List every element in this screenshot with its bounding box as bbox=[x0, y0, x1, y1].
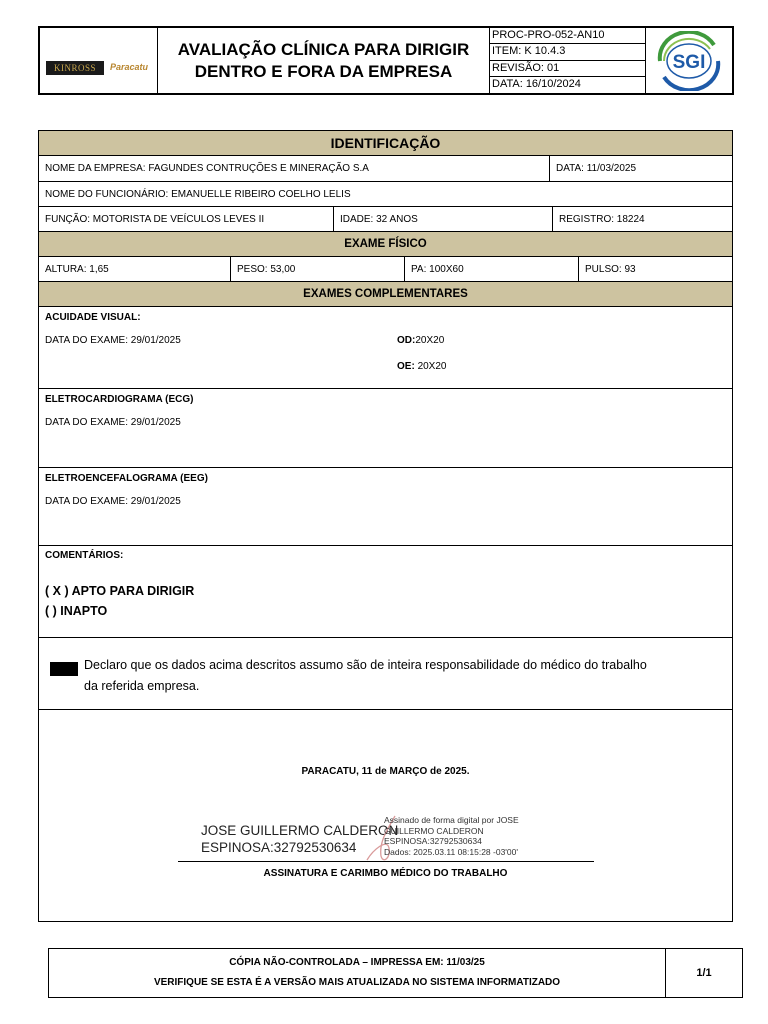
declaration-text bbox=[84, 655, 724, 697]
doc-revision: REVISÃO: 01 bbox=[490, 61, 645, 77]
ecg-title: ELETROCARDIOGRAMA (ECG) bbox=[45, 394, 194, 405]
company-name: NOME DA EMPRESA: FAGUNDES CONTRUÇÕES E MINERAÇÃO S.A bbox=[45, 163, 369, 174]
sgi-logo-icon bbox=[652, 31, 726, 91]
block-eeg bbox=[39, 468, 732, 546]
section-identification: IDENTIFICAÇÃO bbox=[39, 131, 732, 156]
od-label: OD: bbox=[397, 335, 416, 346]
title-line-1: AVALIAÇÃO CLÍNICA PARA DIRIGIR bbox=[177, 39, 470, 59]
visual-acuity-date: DATA DO EXAME: 29/01/2025 bbox=[45, 335, 181, 346]
block-signature bbox=[39, 710, 732, 921]
kinross-logo: KINROSS bbox=[46, 61, 104, 75]
form-date: DATA: 11/03/2025 bbox=[549, 156, 732, 181]
signature-caption: ASSINATURA E CARIMBO MÉDICO DO TRABALHO bbox=[263, 868, 508, 879]
unfit-option: ( ) INAPTO bbox=[45, 604, 108, 618]
ecg-date: DATA DO EXAME: 29/01/2025 bbox=[45, 417, 181, 428]
fit-to-drive-option: ( X ) APTO PARA DIRIGIR bbox=[45, 584, 195, 598]
signer-name-line-1: JOSE GUILLERMO CALDERON bbox=[201, 823, 399, 838]
eeg-date: DATA DO EXAME: 29/01/2025 bbox=[45, 496, 181, 507]
title-line-2: DENTRO E FORA DA EMPRESA bbox=[194, 61, 453, 81]
row-physical bbox=[39, 257, 732, 282]
oe-label: OE: bbox=[397, 361, 415, 372]
document-meta bbox=[490, 28, 646, 93]
digital-signature-line-3: ESPINOSA:32792530634 bbox=[384, 836, 482, 847]
digital-signature-line-2: GUILLERMO CALDERON bbox=[384, 825, 484, 836]
paracatu-logo-text: Paracatu bbox=[110, 62, 149, 72]
block-comments bbox=[39, 546, 732, 638]
footer-text bbox=[49, 949, 666, 997]
row-company bbox=[39, 156, 732, 182]
declaration-checkbox bbox=[50, 662, 78, 676]
declaration-line-2: da referida empresa. bbox=[84, 679, 200, 693]
block-visual-acuity bbox=[39, 307, 732, 389]
block-declaration bbox=[39, 638, 732, 710]
employee-registration: REGISTRO: 18224 bbox=[552, 207, 732, 231]
doc-code: PROC-PRO-052-AN10 bbox=[490, 28, 645, 44]
od-value: 20X20 bbox=[415, 335, 445, 346]
page-number: 1/1 bbox=[696, 967, 712, 979]
footer-line-1: CÓPIA NÃO-CONTROLADA – IMPRESSA EM: 11/03/25 bbox=[229, 957, 485, 968]
employee-name: NOME DO FUNCIONÁRIO: EMANUELLE RIBEIRO COELHO LELIS bbox=[45, 188, 351, 200]
employee-role: FUNÇÃO: MOTORISTA DE VEÍCULOS LEVES II bbox=[45, 213, 265, 225]
blood-pressure-value: PA: 100X60 bbox=[404, 257, 578, 281]
eeg-title: ELETROENCEFALOGRAMA (EEG) bbox=[45, 473, 208, 484]
digital-signature-info bbox=[384, 815, 519, 857]
employee-age: IDADE: 32 ANOS bbox=[333, 207, 552, 231]
document-header bbox=[38, 26, 734, 95]
doc-date: DATA: 16/10/2024 bbox=[492, 77, 581, 90]
od-result bbox=[397, 335, 444, 346]
row-employee bbox=[39, 182, 732, 207]
pulse-value: PULSO: 93 bbox=[578, 257, 732, 281]
declaration-line-1: Declaro que os dados acima descritos assumo são de inteira responsabilidade do médico do trabalho bbox=[84, 658, 647, 672]
evaluation-form bbox=[38, 130, 733, 922]
visual-acuity-title: ACUIDADE VISUAL: bbox=[45, 312, 141, 323]
oe-result bbox=[397, 361, 446, 372]
comments-title: COMENTÁRIOS: bbox=[45, 550, 124, 561]
digital-signature-line-4: Dados: 2025.03.11 08:15:28 -03'00' bbox=[384, 846, 518, 857]
signature-line bbox=[178, 861, 594, 862]
company-logo-area bbox=[40, 28, 158, 93]
height-value: ALTURA: 1,65 bbox=[45, 263, 109, 275]
doc-item: ITEM: K 10.4.3 bbox=[490, 44, 645, 60]
block-ecg bbox=[39, 389, 732, 468]
place-date: PARACATU, 11 de MARÇO de 2025. bbox=[301, 766, 470, 777]
sgi-logo bbox=[646, 28, 732, 93]
oe-value: 20X20 bbox=[417, 361, 447, 372]
row-role bbox=[39, 207, 732, 232]
digital-signature-line-1: Assinado de forma digital por JOSE bbox=[384, 815, 519, 825]
document-title bbox=[158, 28, 490, 93]
footer-line-2: VERIFIQUE SE ESTA É A VERSÃO MAIS ATUALIZADA NO SISTEMA INFORMATIZADO bbox=[153, 977, 561, 988]
signer-name-line-2: ESPINOSA:32792530634 bbox=[201, 840, 357, 855]
document-footer bbox=[48, 948, 743, 998]
section-complementary: EXAMES COMPLEMENTARES bbox=[39, 282, 732, 307]
weight-value: PESO: 53,00 bbox=[230, 257, 404, 281]
sgi-logo-text: SGI bbox=[672, 51, 706, 73]
section-physical-exam: EXAME FÍSICO bbox=[39, 232, 732, 257]
